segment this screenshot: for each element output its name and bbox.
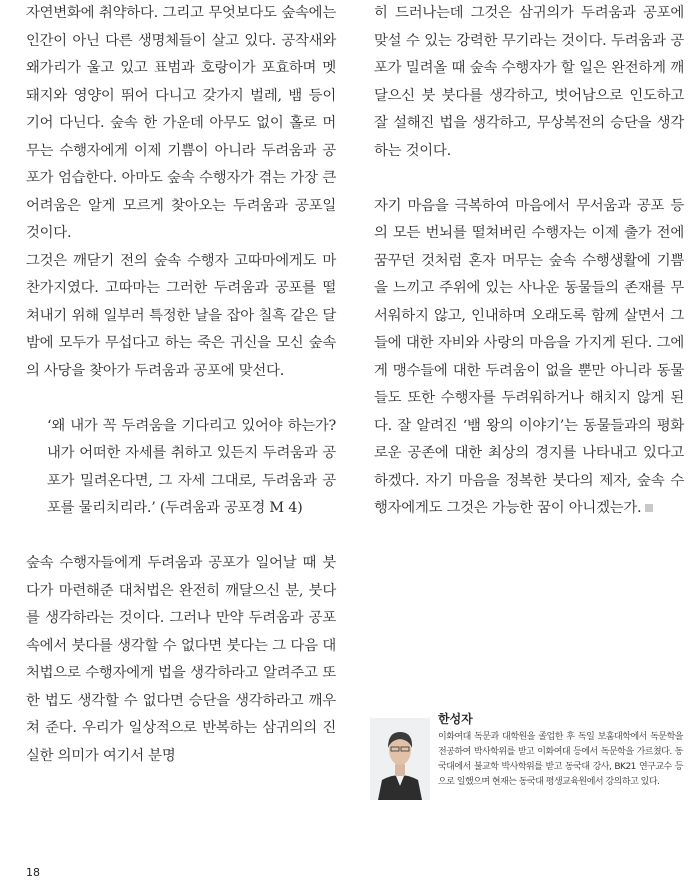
right-column bbox=[374, 0, 684, 523]
end-mark-icon bbox=[645, 504, 653, 512]
paragraph: 숲속 수행자들에게 두려움과 공포가 일어날 때 붓다가 마련해준 대처법은 완전히 깨달으신 분, 붓다를 생각하라는 것이다. 그러나 만약 두려움과 공포 속에서 붓다를 생각할 수 없다면 붓다는 그 다음 대처법으로 수행자에게 법을 생각하라고 알려주고 또한 법도 생각할 수 없다면 승단을 생각하라고 깨우쳐 준다. 우리가 일상적으로 반복하는 삼귀의의 진실한 의미가 여기서 분명 bbox=[26, 555, 336, 764]
paragraph: 자연변화에 취약하다. 그리고 무엇보다도 숲속에는 인간이 아닌 다른 생명체들이 살고 있다. 공작새와 왜가리가 울고 있고 표범과 호랑이가 포효하며 멧돼지와 영양이 뛰어 다니고 갖가지 벌레, 뱀 등이 기어 다닌다. 숲속 한 가운데 아무도 없이 홀로 머무는 수행자에게 이제 기쁨이 아니라 두려움과 공포가 엄습한다. 아마도 숲속 수행자가 겪는 가장 큰 어려움은 알게 모르게 찾아오는 두려움과 공포일 것이다. bbox=[26, 5, 336, 241]
page-number: 18 bbox=[26, 866, 40, 879]
paragraph bbox=[374, 193, 684, 523]
paragraph: 그것은 깨닫기 전의 숲속 수행자 고따마에게도 마찬가지였다. 고따마는 그러한 두려움과 공포를 떨쳐내기 위해 일부러 특정한 날을 잡아 칠흑 같은 달밤에 모두가 무섭다고 하는 죽은 귀신을 모신 숲속의 사당을 찾아가 두려움과 공포에 맞선다. bbox=[26, 252, 336, 379]
author-photo-icon bbox=[370, 718, 430, 800]
author-box bbox=[370, 710, 685, 810]
avatar bbox=[370, 718, 430, 800]
author-bio: 이화여대 독문과 대학원을 졸업한 후 독일 보훔대학에서 독문학을 전공하여 박사학위를 받고 이화여대 등에서 독문학을 가르쳤다. 동국대에서 불교학 박사학위를 받고 동국대 강사, BK21 연구교수 등으로 일했으며 현재는 동국대 평생교육원에서 강의하고 있다. bbox=[438, 732, 683, 787]
paragraph-spacer bbox=[374, 165, 684, 193]
paragraph-spacer bbox=[26, 523, 336, 551]
paragraph: 히 드러나는데 그것은 삼귀의가 두려움과 공포에 맞설 수 있는 강력한 무기라는 것이다. 두려움과 공포가 밀려올 때 숲속 수행자가 할 일은 완전하게 깨달으신 붓 붓다를 생각하고, 벗어남으로 인도하고 잘 설해진 법을 생각하고, 무상복전의 승단을 생각하는 것이다. bbox=[374, 5, 684, 159]
block-quote: ‘왜 내가 꼭 두려움을 기다리고 있어야 하는가? 내가 어떠한 자세를 취하고 있든지 두려움과 공포가 밀려온다면, 그 자세 그대로, 두려움과 공포를 물리치리라.’ (두려움과 공포경 M 4) bbox=[47, 417, 336, 516]
author-name: 한성자 bbox=[438, 712, 473, 726]
paragraph-spacer bbox=[26, 385, 336, 413]
left-column bbox=[26, 0, 336, 770]
paragraph-text: 자기 마음을 극복하여 마음에서 무서움과 공포 등의 모든 번뇌를 떨쳐버린 수행자는 이제 출가 전에 꿈꾸던 것처럼 혼자 머무는 숲속 수행생활에 기쁨을 느끼고 주위에 있는 사나운 동물들의 존재를 무서워하지 않고, 인내하며 오래도록 함께 살면서 그들에 대한 자비와 사랑의 마음을 가지게 된다. 그에게 맹수들에 대한 두려움이 없을 뿐만 아니라 동물들도 또한 수행자를 두려워하거나 해치지 않게 된다. 잘 알려진 ‘뱀 왕의 이야기’는 동물들과의 평화로운 공존에 대한 최상의 경지를 나타내고 있다고 하겠다. 자기 마음을 정복한 붓다의 제자, 숲속 수행자에게도 그것은 가능한 꿈이 아니겠는가. bbox=[374, 197, 684, 516]
